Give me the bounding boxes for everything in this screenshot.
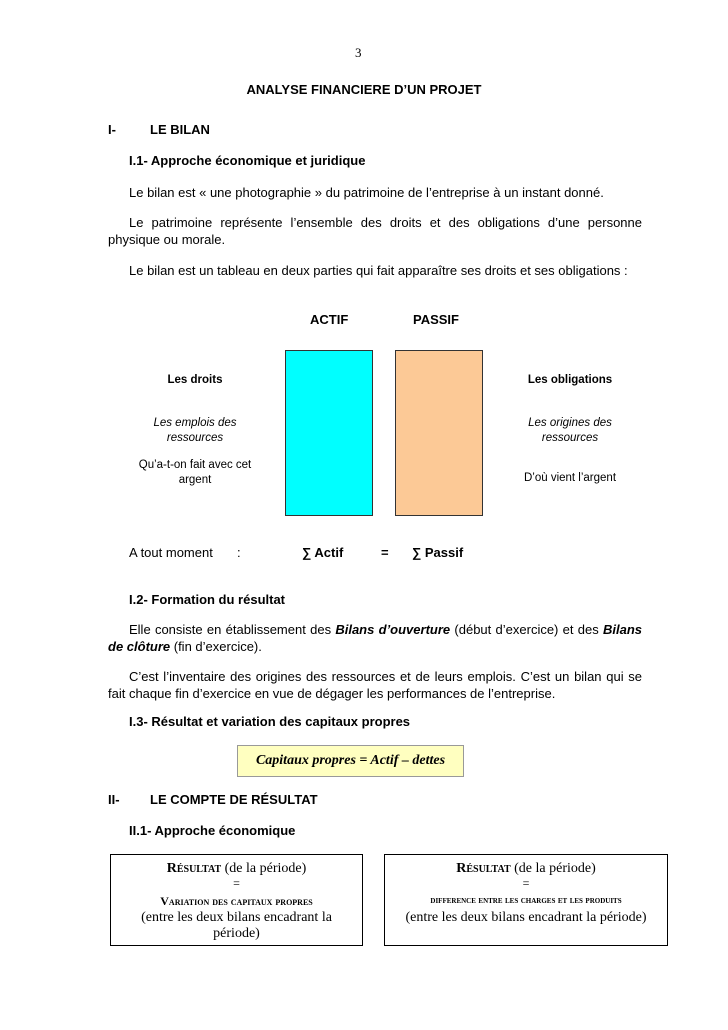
page-title	[0, 82, 728, 97]
variation-capitaux-label: Variation des capitaux propres	[160, 894, 313, 908]
periode-left: (de la période)	[224, 861, 307, 876]
question-right-label: D’où vient l’argent	[523, 472, 617, 484]
resultat-heading-right: Résultat	[456, 861, 511, 876]
equation-colon: :	[237, 545, 241, 560]
bilans-ouverture: Bilans d’ouverture	[335, 622, 451, 637]
bilans-cloture: Bilans de clôture	[108, 622, 643, 654]
subsection-2-1-title: II.1- Approche économique	[129, 823, 296, 838]
difference-charges-produits-label: difference entre les charges et les produits	[430, 895, 622, 906]
between-bilans-right: (entre les deux bilans encadrant la période)	[405, 910, 647, 925]
actif-label: ACTIF	[310, 312, 349, 327]
equals-left: =	[233, 876, 240, 890]
equation-equals: =	[381, 545, 389, 560]
para4-e: (fin d’exercice).	[170, 639, 262, 654]
subsection-1-2-title: I.2- Formation du résultat	[129, 592, 286, 607]
subsection-1-1-title: I.1- Approche économique et juridique	[129, 153, 366, 168]
emplois-label: Les emplois des ressources	[153, 417, 237, 444]
paragraph-inventaire: C’est l’inventaire des origines des ressources et de leurs emplois. C’est un bilan qui se fait chaque fin d’exercice en vue de dégager les performances de l’entreprise.	[108, 669, 642, 701]
page-title-text: ANALYSE FINANCIERE D’UN PROJET	[246, 82, 482, 97]
resultat-variation-box	[110, 854, 363, 946]
actif-box	[285, 350, 373, 516]
section-2-title: LE COMPTE DE RÉSULTAT	[150, 792, 318, 807]
paragraph-formation	[108, 621, 642, 655]
paragraph-bilan-photo: Le bilan est « une photographie » du patrimoine de l’entreprise à un instant donné.	[129, 185, 604, 200]
capitaux-propres-formula: Capitaux propres = Actif – dettes	[237, 745, 464, 777]
para4-c: (début d’exercice) et des	[450, 622, 603, 637]
passif-box	[395, 350, 483, 516]
paragraph-patrimoine: Le patrimoine représente l’ensemble des droits et des obligations d’une personne physique ou morale.	[108, 215, 642, 247]
subsection-1-3-title: I.3- Résultat et variation des capitaux propres	[129, 714, 411, 729]
section-1-title: LE BILAN	[150, 122, 210, 137]
les-droits-label: Les droits	[167, 374, 223, 386]
para4-a: Elle consiste en établissement des	[129, 622, 336, 637]
between-bilans-left: (entre les deux bilans encadrant la période)	[141, 910, 332, 941]
origines-label: Les origines des ressources	[528, 417, 612, 444]
passif-label: PASSIF	[413, 312, 459, 327]
paragraph-tableau: Le bilan est un tableau en deux parties qui fait apparaître ses droits et ses obligations :	[129, 263, 628, 278]
section-2-number: II-	[108, 792, 120, 807]
periode-right: (de la période)	[514, 861, 596, 876]
equation-passif: ∑ Passif	[412, 545, 464, 560]
equals-right: =	[522, 876, 530, 890]
equation-prefix: A tout moment	[129, 545, 213, 560]
page-number: 3	[355, 45, 362, 60]
section-1-number: I-	[108, 122, 116, 137]
equation-actif: ∑ Actif	[302, 545, 344, 560]
resultat-difference-box	[384, 854, 668, 946]
question-left-label: Qu’a-t-on fait avec cet argent	[138, 459, 252, 486]
les-obligations-label: Les obligations	[527, 374, 613, 386]
resultat-heading-left: Résultat	[166, 861, 222, 876]
